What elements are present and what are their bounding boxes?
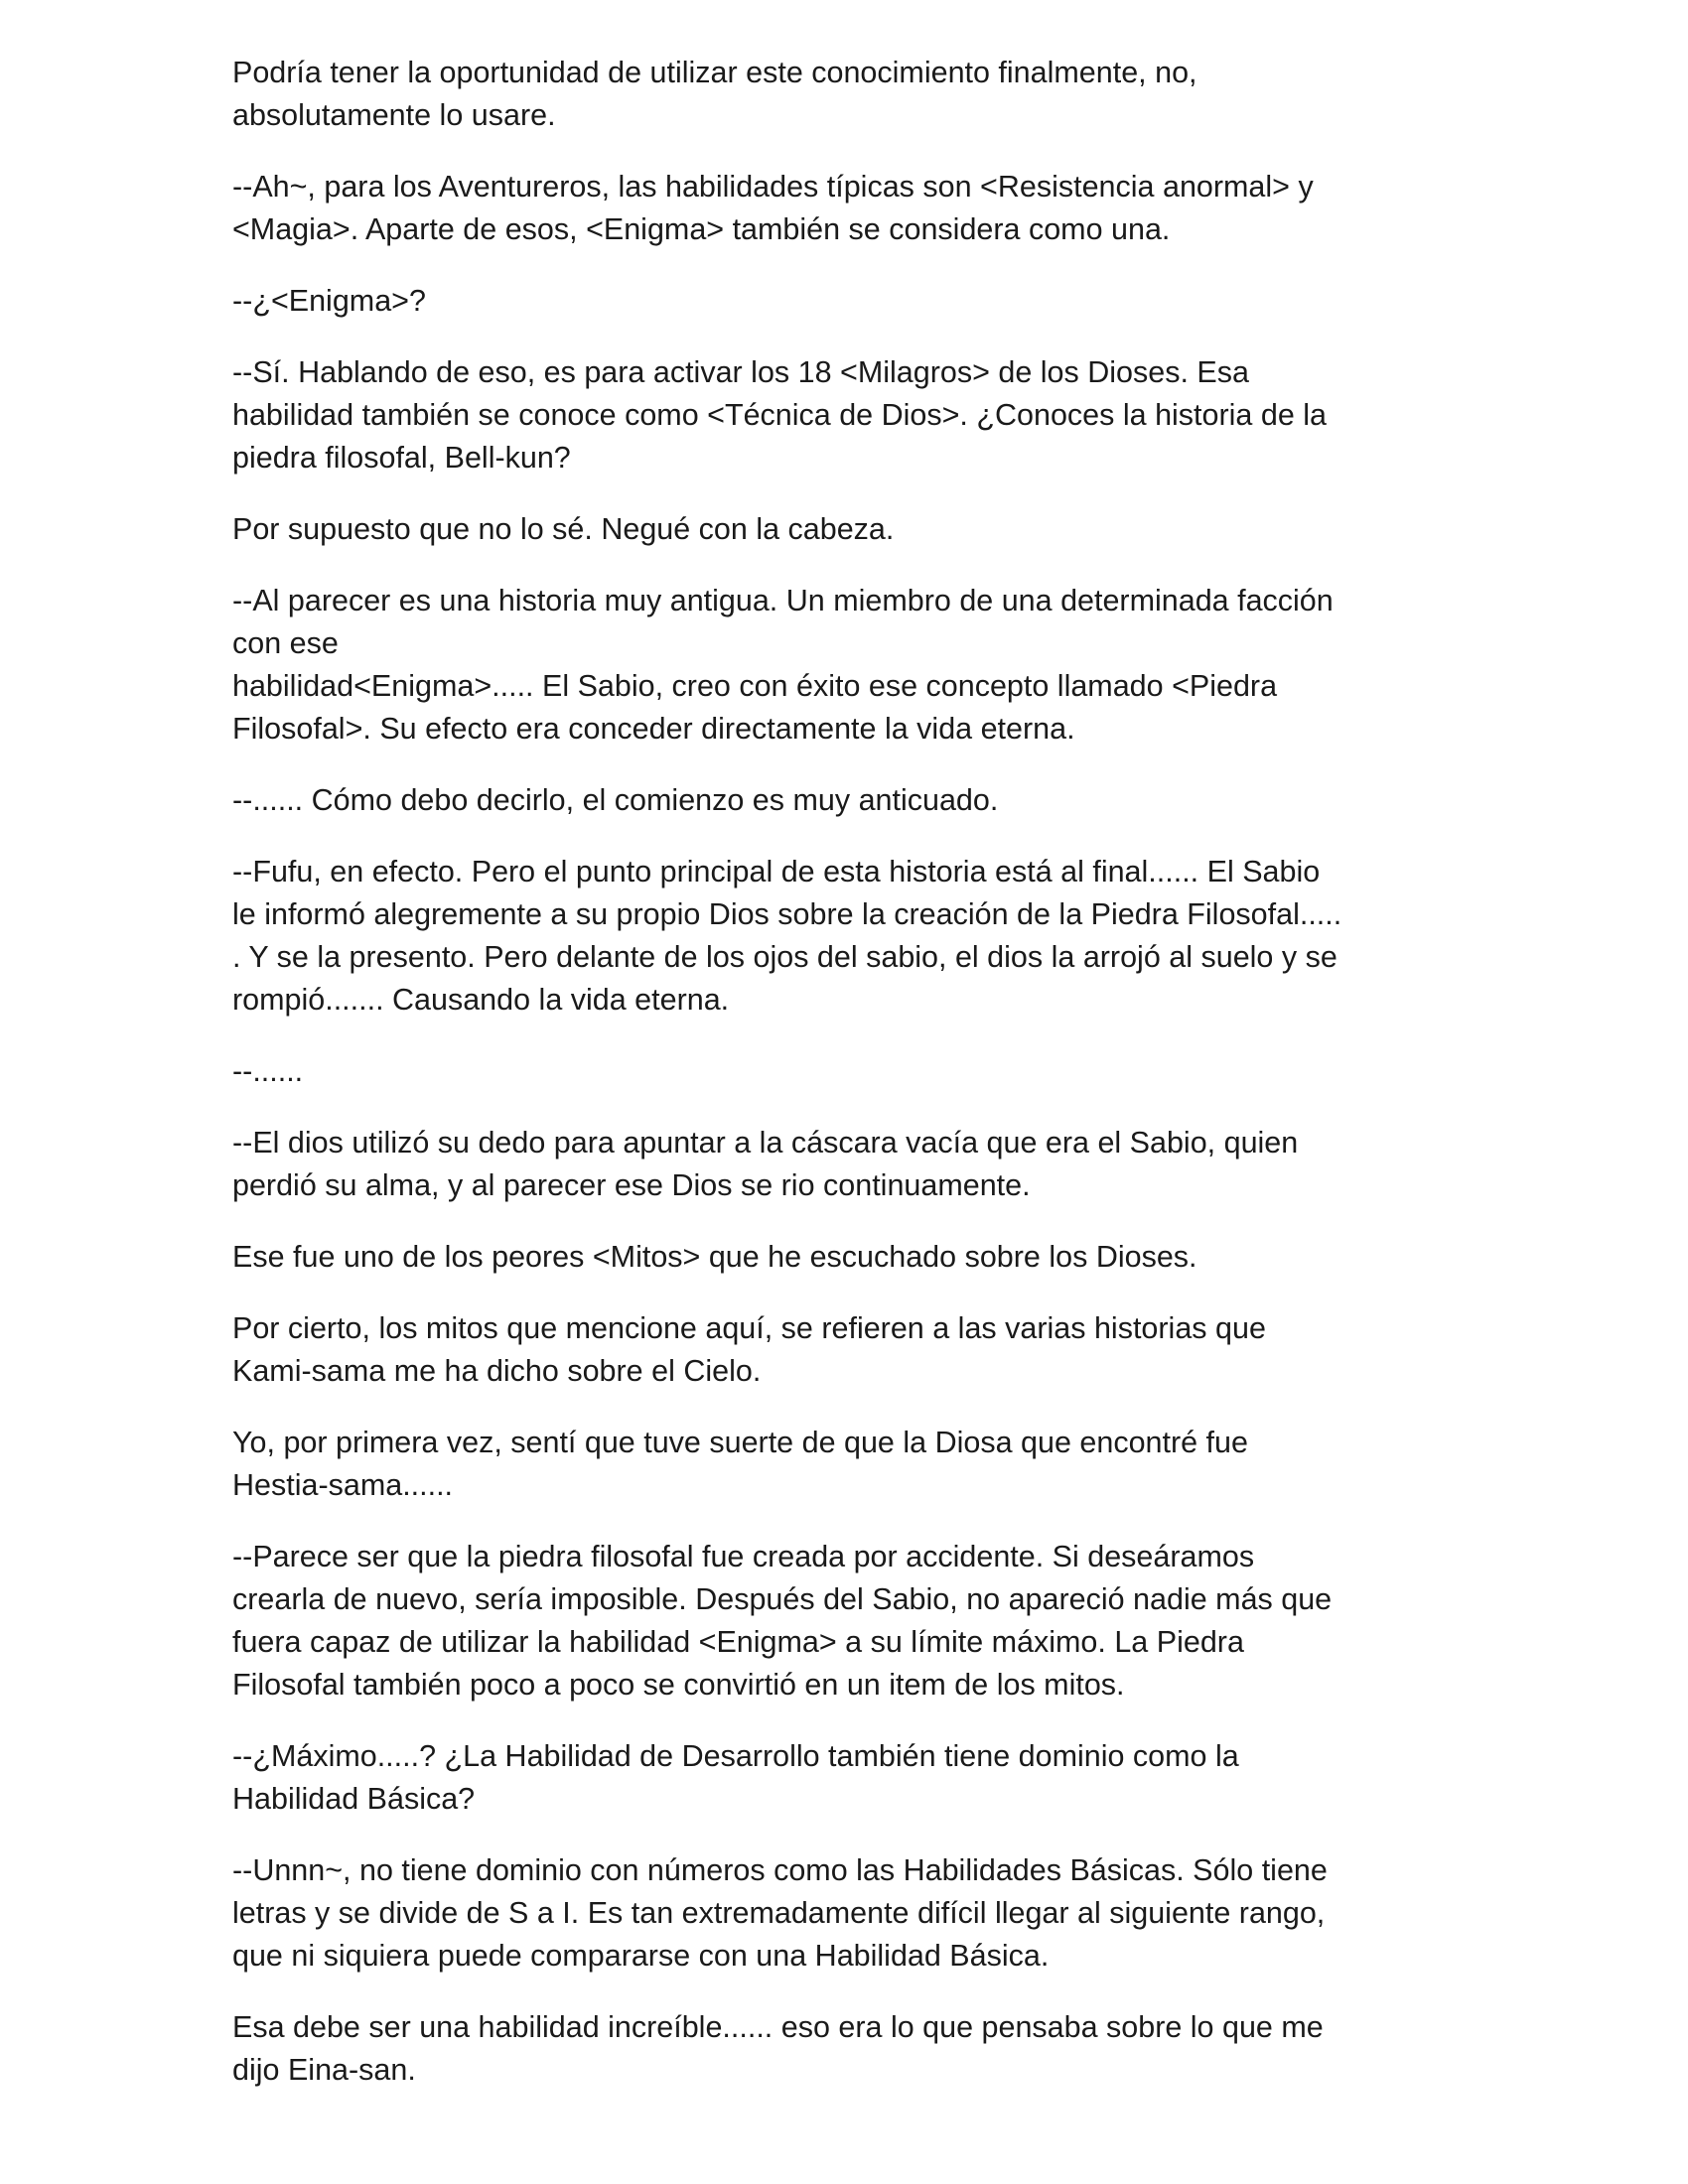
paragraph (232, 2006, 1470, 2092)
text-line: Habilidad Básica? (232, 1782, 476, 1816)
text-line: --¿Máximo.....? ¿La Habilidad de Desarrollo también tiene dominio como la (232, 1739, 1239, 1773)
text-line: Ese fue uno de los peores <Mitos> que he escuchado sobre los Dioses. (232, 1240, 1197, 1274)
paragraph (232, 1236, 1470, 1279)
text-line: le informó alegremente a su propio Dios sobre la creación de la Piedra Filosofal..... (232, 897, 1342, 931)
text-line: --...... (232, 1054, 304, 1088)
text-line: con ese (232, 626, 339, 660)
text-line: Por supuesto que no lo sé. Negué con la cabeza. (232, 512, 895, 546)
text-line: dijo Eina-san. (232, 2053, 416, 2087)
text-line: fuera capaz de utilizar la habilidad <Enigma> a su límite máximo. La Piedra (232, 1625, 1244, 1659)
text-line: --Parece ser que la piedra filosofal fue creada por accidente. Si deseáramos (232, 1540, 1255, 1573)
text-line: absolutamente lo usare. (232, 98, 556, 132)
text-line: --Unnn~, no tiene dominio con números como las Habilidades Básicas. Sólo tiene (232, 1853, 1328, 1887)
paragraph (232, 1735, 1470, 1821)
text-line: Filosofal también poco a poco se convirtió en un item de los mitos. (232, 1668, 1125, 1702)
paragraph (232, 580, 1470, 751)
text-line: <Magia>. Aparte de esos, <Enigma> también se considera como una. (232, 212, 1171, 246)
paragraph (232, 1050, 1470, 1093)
paragraph (232, 1122, 1470, 1207)
text-line: --Al parecer es una historia muy antigua. Un miembro de una determinada facción (232, 584, 1334, 617)
text-line: Por cierto, los mitos que mencione aquí, se refieren a las varias historias que (232, 1311, 1266, 1345)
paragraph (232, 52, 1470, 137)
text-line: rompió....... Causando la vida eterna. (232, 983, 730, 1017)
paragraph (232, 351, 1470, 479)
paragraph (232, 1536, 1470, 1706)
document-page (232, 52, 1470, 2120)
text-line: perdió su alma, y al parecer ese Dios se rio continuamente. (232, 1168, 1031, 1202)
paragraph (232, 508, 1470, 551)
text-line: Esa debe ser una habilidad increíble...... eso era lo que pensaba sobre lo que me (232, 2010, 1324, 2044)
text-line: Kami-sama me ha dicho sobre el Cielo. (232, 1354, 762, 1388)
text-line: habilidad también se conoce como <Técnica de Dios>. ¿Conoces la historia de la (232, 398, 1328, 432)
text-line: --...... Cómo debo decirlo, el comienzo es muy anticuado. (232, 783, 999, 817)
paragraph (232, 1307, 1470, 1393)
text-line: --Sí. Hablando de eso, es para activar los 18 <Milagros> de los Dioses. Esa (232, 355, 1249, 389)
paragraph (232, 166, 1470, 251)
text-line: habilidad<Enigma>..... El Sabio, creo con éxito ese concepto llamado <Piedra (232, 669, 1278, 703)
text-line: --Fufu, en efecto. Pero el punto principal de esta historia está al final...... El Sabio (232, 855, 1321, 888)
text-line: Podría tener la oportunidad de utilizar este conocimiento finalmente, no, (232, 56, 1197, 89)
paragraph (232, 779, 1470, 822)
text-line: . Y se la presento. Pero delante de los ojos del sabio, el dios la arrojó al suelo y se (232, 940, 1337, 974)
paragraph (232, 280, 1470, 323)
text-line: piedra filosofal, Bell-kun? (232, 441, 571, 475)
paragraph (232, 1422, 1470, 1507)
text-line: --Ah~, para los Aventureros, las habilidades típicas son <Resistencia anormal> y (232, 170, 1314, 204)
paragraph (232, 851, 1470, 1022)
paragraph (232, 1849, 1470, 1978)
text-line: --¿<Enigma>? (232, 284, 426, 318)
text-line: letras y se divide de S a I. Es tan extremadamente difícil llegar al siguiente rango, (232, 1896, 1326, 1930)
text-line: Filosofal>. Su efecto era conceder directamente la vida eterna. (232, 712, 1075, 746)
text-line: crearla de nuevo, sería imposible. Después del Sabio, no apareció nadie más que (232, 1582, 1333, 1616)
text-line: --El dios utilizó su dedo para apuntar a la cáscara vacía que era el Sabio, quien (232, 1126, 1299, 1160)
text-line: que ni siquiera puede compararse con una Habilidad Básica. (232, 1939, 1050, 1973)
text-line: Yo, por primera vez, sentí que tuve suerte de que la Diosa que encontré fue (232, 1426, 1248, 1459)
text-line: Hestia-sama...... (232, 1468, 454, 1502)
